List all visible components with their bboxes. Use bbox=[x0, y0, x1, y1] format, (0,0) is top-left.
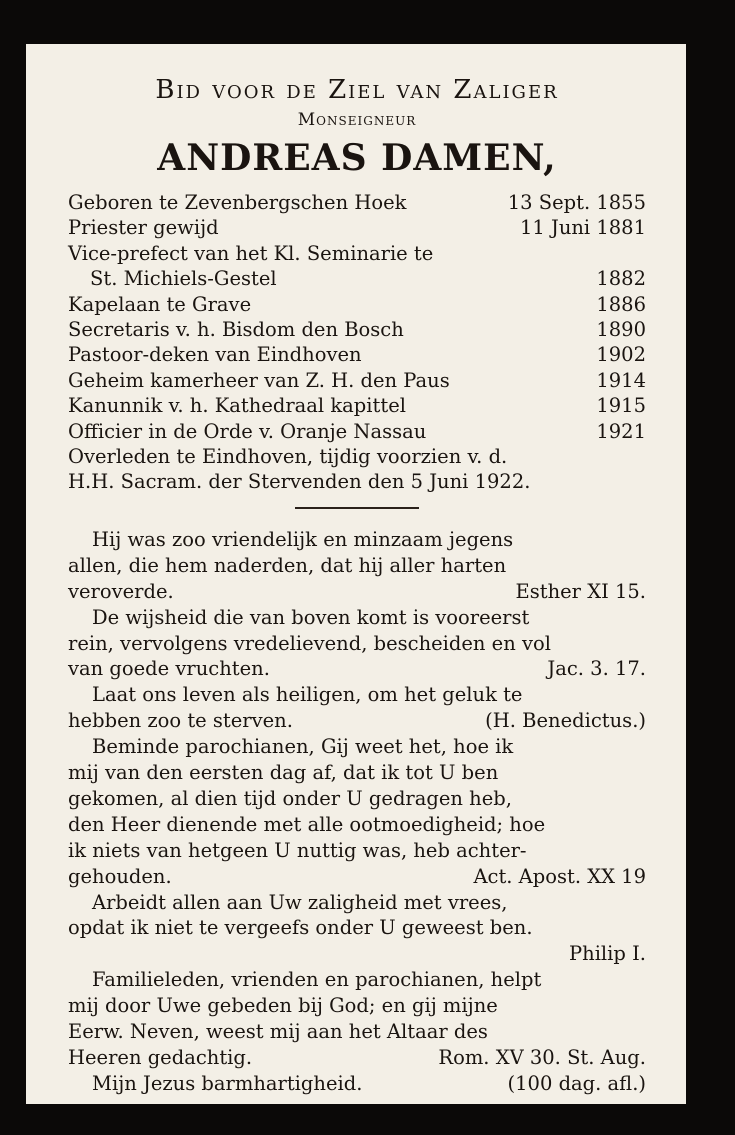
text-line bbox=[68, 1071, 646, 1097]
citation: Jac. 3. 17. bbox=[547, 657, 646, 681]
text-line: mij van den eersten dag af, dat ik tot U ben bbox=[68, 761, 499, 785]
career-label: Priester gewijd bbox=[68, 216, 219, 240]
text-line bbox=[68, 708, 646, 734]
career-label: Kanunnik v. h. Kathedraal kapittel bbox=[68, 394, 406, 418]
career-row bbox=[68, 241, 646, 266]
career-label: Secretaris v. h. Bisdom den Bosch bbox=[68, 318, 404, 342]
career-row bbox=[68, 368, 646, 393]
text-line bbox=[68, 579, 646, 605]
text-body bbox=[68, 527, 646, 1097]
text-line: Familieleden, vrienden en parochianen, helpt bbox=[92, 968, 542, 992]
career-label: St. Michiels-Gestel bbox=[90, 267, 277, 291]
career-date: 1882 bbox=[596, 267, 646, 291]
death-line-1: Overleden te Eindhoven, tijdig voorzien v. d. bbox=[68, 445, 508, 469]
citation: Rom. XV 30. St. Aug. bbox=[438, 1046, 646, 1069]
career-row bbox=[68, 419, 646, 444]
text-line: Arbeidt allen aan Uw zaligheid met vrees, bbox=[92, 890, 508, 914]
career-date: 1890 bbox=[596, 318, 646, 342]
text-line: opdat ik niet te vergeefs onder U geweest ben. bbox=[68, 916, 533, 940]
ejaculation: Mijn Jezus barmhartigheid. bbox=[92, 1071, 363, 1095]
career-row bbox=[68, 393, 646, 418]
career-list bbox=[68, 190, 646, 495]
text-line: allen, die hem naderden, dat hij aller harten bbox=[68, 553, 507, 577]
text-line bbox=[68, 864, 646, 890]
career-date: 13 Sept. 1855 bbox=[507, 191, 646, 214]
career-date: 1921 bbox=[596, 419, 646, 443]
text-line: De wijsheid die van boven komt is vooreerst bbox=[92, 605, 530, 629]
text-line: Beminde parochianen, Gij weet het, hoe ik bbox=[92, 735, 514, 759]
text-line: ik niets van hetgeen U nuttig was, heb achter- bbox=[68, 838, 527, 862]
text-line: Hij was zoo vriendelijk en minzaam jegens bbox=[92, 527, 514, 551]
career-label: Vice-prefect van het Kl. Seminarie te bbox=[68, 241, 434, 265]
career-label: Pastoor-deken van Eindhoven bbox=[68, 343, 362, 367]
text-fragment: gehouden. bbox=[68, 864, 172, 888]
career-date: 11 Juni 1881 bbox=[519, 216, 646, 240]
career-date: 1914 bbox=[596, 368, 646, 392]
career-row bbox=[68, 215, 646, 240]
career-label: Geheim kamerheer van Z. H. den Paus bbox=[68, 368, 450, 392]
career-row bbox=[68, 342, 646, 367]
citation: Act. Apost. XX 19 bbox=[473, 864, 646, 888]
text-line: den Heer dienende met alle ootmoedigheid; hoe bbox=[68, 812, 546, 836]
text-line: mij door Uwe gebeden bij God; en gij mijne bbox=[68, 994, 498, 1018]
career-label: Geboren te Zevenbergschen Hoek bbox=[68, 191, 407, 214]
text-fragment: veroverde. bbox=[68, 579, 174, 603]
indulgence: (100 dag. afl.) bbox=[507, 1071, 646, 1095]
career-label: Kapelaan te Grave bbox=[68, 292, 252, 316]
citation: Esther XI 15. bbox=[515, 579, 646, 603]
text-fragment: hebben zoo te sterven. bbox=[68, 709, 293, 733]
divider-rule bbox=[295, 507, 419, 509]
career-label: Officier in de Orde v. Oranje Nassau bbox=[68, 419, 427, 443]
heading-name: ANDREAS DAMEN, bbox=[157, 137, 557, 179]
career-row bbox=[68, 190, 646, 215]
career-row bbox=[68, 317, 646, 342]
prayer-card bbox=[26, 44, 686, 1104]
career-date: 1915 bbox=[596, 394, 646, 418]
citation: (H. Benedictus.) bbox=[485, 709, 646, 733]
text-line: rein, vervolgens vredelievend, bescheiden en vol bbox=[68, 631, 551, 655]
citation: Philip I. bbox=[569, 942, 646, 966]
career-row bbox=[68, 266, 646, 291]
text-line: gekomen, al dien tijd onder U gedragen heb, bbox=[68, 786, 512, 810]
death-line-2: H.H. Sacram. der Stervenden den 5 Juni 1922. bbox=[68, 470, 531, 494]
text-fragment: Heeren gedachtig. bbox=[68, 1046, 253, 1069]
text-line: Eerw. Neven, weest mij aan het Altaar des bbox=[68, 1020, 488, 1044]
career-date: 1886 bbox=[596, 292, 646, 316]
text-fragment: van goede vruchten. bbox=[68, 657, 270, 681]
heading-prayer: Bid voor de Ziel van Zaliger bbox=[155, 75, 559, 105]
heading-title: Monseigneur bbox=[297, 110, 417, 130]
career-row bbox=[68, 292, 646, 317]
text-line: Laat ons leven als heiligen, om het geluk te bbox=[92, 683, 523, 707]
text-line bbox=[68, 1045, 646, 1071]
text-line bbox=[68, 656, 646, 682]
career-date: 1902 bbox=[596, 343, 646, 367]
